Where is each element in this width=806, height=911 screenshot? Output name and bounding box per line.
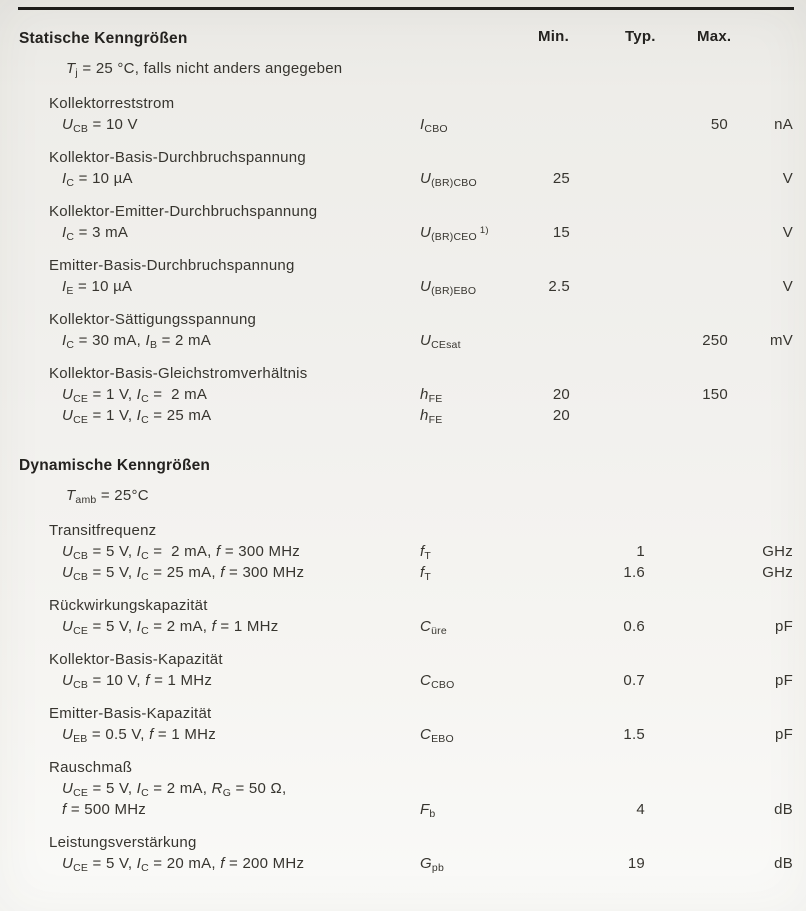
condition-cell [0, 799, 420, 820]
variable: C [420, 726, 432, 743]
variable: I [136, 386, 142, 403]
subscript: C [141, 414, 149, 426]
variable: h [420, 386, 429, 403]
variable: f [211, 618, 217, 635]
text: = 10 µA [73, 278, 133, 295]
variable: I [136, 855, 142, 872]
variable: f [420, 564, 425, 581]
subscript: CB [73, 550, 89, 562]
variable: R [211, 780, 223, 797]
table-row [0, 384, 806, 405]
subscript: CBO [424, 123, 448, 135]
subscript: C [141, 787, 149, 799]
subscript: C [66, 231, 75, 243]
table-row [0, 853, 806, 874]
variable: C [420, 672, 432, 689]
subscript: C [66, 339, 75, 351]
variable: C [420, 618, 432, 635]
subscript: CE [73, 625, 89, 637]
text: = 1 MHz [153, 726, 216, 743]
typ-value-cell: 4 [636, 801, 645, 818]
subscript: FE [428, 414, 443, 426]
typ-value-cell: 1.5 [623, 726, 645, 743]
parameter-name: Rauschmaß [49, 759, 133, 776]
variable: I [136, 543, 142, 560]
parameter-name: Kollektorreststrom [49, 95, 175, 112]
parameter-group [0, 596, 806, 637]
text: = 25 °C, falls nicht anders angegeben [77, 60, 343, 77]
symbol-cell [420, 853, 532, 874]
variable: I [145, 332, 150, 349]
parameter-name: Kollektor-Basis-Durchbruchspannung [49, 149, 306, 166]
column-header-typ: Typ. [625, 28, 656, 45]
max-value-cell [645, 670, 728, 691]
section-title: Statische Kenngrößen [19, 30, 188, 47]
text: = 20 mA, [148, 855, 221, 872]
subscript: pb [431, 862, 445, 874]
table-row [0, 541, 806, 562]
symbol-cell [420, 330, 532, 351]
variable: f [216, 543, 221, 560]
typ-value-cell: 19 [627, 855, 645, 872]
text: = 300 MHz [224, 564, 305, 581]
variable: f [220, 564, 225, 581]
variable: I [136, 780, 142, 797]
unit-cell: pF [774, 726, 793, 743]
subscript: (BR)EBO [431, 285, 477, 297]
parameter-rows [0, 670, 806, 691]
subscript: C [141, 393, 149, 405]
section [0, 29, 806, 426]
subscript: E [66, 285, 74, 297]
symbol-cell [420, 616, 532, 637]
symbol-cell [420, 562, 532, 583]
subscript: C [66, 177, 75, 189]
text: = 25 mA, [148, 564, 221, 581]
text: = 25 mA [148, 407, 212, 424]
table-row [0, 405, 806, 426]
parameter-name: Kollektor-Basis-Kapazität [49, 651, 223, 668]
min-value-cell [532, 114, 570, 135]
unit-cell: dB [774, 855, 793, 872]
unit-cell: GHz [762, 564, 793, 581]
unit-cell: V [782, 170, 793, 187]
text: = 200 MHz [224, 855, 305, 872]
variable: f [220, 855, 225, 872]
unit-cell [728, 384, 793, 405]
typ-value-cell [570, 276, 645, 297]
condition-cell [0, 724, 420, 745]
text: = 500 MHz [66, 801, 147, 818]
max-value-cell [645, 799, 728, 820]
parameter-rows [0, 384, 806, 426]
text: = 10 V [88, 116, 138, 133]
variable: h [420, 407, 429, 424]
variable: G [420, 855, 432, 872]
temperature-note [0, 486, 806, 506]
parameter-group [0, 521, 806, 583]
min-value-cell [532, 541, 570, 562]
symbol-cell [420, 114, 532, 135]
subscript: (BR)CEO [431, 231, 477, 243]
max-value-cell: 250 [702, 332, 728, 349]
symbol-cell [420, 222, 532, 243]
min-value-cell [532, 778, 570, 799]
parameter-rows [0, 853, 806, 874]
symbol-cell [420, 405, 532, 426]
table-row [0, 724, 806, 745]
text: = 2 mA [157, 332, 212, 349]
text: = 0.5 V, [87, 726, 150, 743]
max-value-cell [645, 168, 728, 189]
parameter-group [0, 704, 806, 745]
parameter-name: Emitter-Basis-Durchbruchspannung [49, 257, 295, 274]
symbol-cell [420, 670, 532, 691]
min-value-cell: 25 [552, 170, 570, 187]
parameter-name: Transitfrequenz [49, 522, 157, 539]
typ-value-cell [570, 405, 645, 426]
variable: U [62, 407, 74, 424]
unit-cell: nA [774, 116, 793, 133]
typ-value-cell: 1.6 [623, 564, 645, 581]
text: = 25°C [96, 487, 149, 504]
subscript: amb [75, 494, 97, 506]
condition-cell [0, 384, 420, 405]
condition-cell [0, 541, 420, 562]
condition-cell [0, 562, 420, 583]
variable: U [62, 618, 74, 635]
unit-cell: GHz [762, 543, 793, 560]
unit-cell: dB [774, 801, 793, 818]
subscript: CB [73, 679, 89, 691]
condition-cell [0, 168, 420, 189]
symbol-cell [420, 276, 532, 297]
condition-cell [0, 616, 420, 637]
symbol-cell [420, 384, 532, 405]
text: = 2 mA, [148, 618, 212, 635]
parameter-name: Rückwirkungskapazität [49, 597, 208, 614]
subscript: T [424, 571, 432, 583]
min-value-cell: 15 [552, 224, 570, 241]
subscript: CBO [431, 679, 455, 691]
symbol-cell [420, 799, 532, 820]
variable: U [62, 564, 74, 581]
typ-value-cell [570, 778, 645, 799]
parameter-rows [0, 222, 806, 243]
section [0, 456, 806, 874]
max-value-cell [645, 541, 728, 562]
text: = 5 V, [88, 618, 137, 635]
parameter-group [0, 364, 806, 426]
parameter-rows [0, 114, 806, 135]
parameter-name: Kollektor-Sättigungsspannung [49, 311, 257, 328]
parameter-group [0, 94, 806, 135]
min-value-cell [532, 724, 570, 745]
subscript: CB [73, 123, 89, 135]
text: = 1 MHz [216, 618, 279, 635]
unit-cell: V [782, 278, 793, 295]
table-row [0, 799, 806, 820]
unit-cell: pF [774, 618, 793, 635]
min-value-cell [532, 330, 570, 351]
variable: f [62, 801, 67, 818]
parameter-group [0, 833, 806, 874]
table-row [0, 562, 806, 583]
parameter-rows [0, 276, 806, 297]
variable: f [420, 543, 425, 560]
parameter-groups [0, 94, 806, 426]
parameter-name: Leistungsverstärkung [49, 834, 197, 851]
variable: I [62, 332, 67, 349]
symbol-cell [420, 778, 532, 799]
subscript: C [141, 862, 149, 874]
variable: f [149, 726, 154, 743]
subscript: b [429, 808, 436, 820]
variable: U [420, 224, 432, 241]
min-value-cell: 2.5 [548, 278, 570, 295]
variable: U [420, 170, 432, 187]
parameter-group [0, 148, 806, 189]
typ-value-cell: 1 [636, 543, 645, 560]
max-value-cell [645, 724, 728, 745]
subscript: C [141, 625, 149, 637]
variable: I [136, 407, 142, 424]
min-value-cell [532, 616, 570, 637]
condition-cell [0, 778, 420, 799]
text: = 2 mA [148, 386, 208, 403]
max-value-cell [645, 853, 728, 874]
table-row [0, 616, 806, 637]
subscript: CB [73, 571, 89, 583]
subscript: CE [73, 787, 89, 799]
parameter-rows [0, 168, 806, 189]
table-row [0, 276, 806, 297]
top-rule [18, 7, 794, 10]
parameter-rows [0, 778, 806, 820]
subscript: CE [73, 393, 89, 405]
max-value-cell [645, 778, 728, 799]
text: = 1 MHz [149, 672, 213, 689]
typ-value-cell [570, 114, 645, 135]
max-value-cell: 150 [702, 386, 728, 403]
subscript: B [149, 339, 158, 351]
max-value-cell: 50 [710, 116, 728, 133]
condition-cell [0, 276, 420, 297]
variable: f [145, 672, 150, 689]
min-value-cell [532, 562, 570, 583]
section-title: Dynamische Kenngrößen [19, 457, 211, 474]
temperature-note [0, 59, 806, 79]
subscript: C [141, 571, 149, 583]
condition-cell [0, 853, 420, 874]
condition-cell [0, 114, 420, 135]
max-value-cell [645, 405, 728, 426]
unit-cell: mV [770, 332, 793, 349]
variable: I [420, 116, 425, 133]
unit-cell: V [782, 224, 793, 241]
text: = 5 V, [88, 855, 137, 872]
variable: T [66, 60, 76, 77]
min-value-cell [532, 853, 570, 874]
parameter-name: Kollektor-Basis-Gleichstromverhältnis [49, 365, 308, 382]
variable: I [136, 618, 142, 635]
max-value-cell [645, 222, 728, 243]
parameter-rows [0, 616, 806, 637]
variable: U [62, 726, 74, 743]
subscript: CEsat [431, 339, 461, 351]
variable: I [62, 170, 67, 187]
condition-cell [0, 222, 420, 243]
text: = 10 µA [74, 170, 133, 187]
parameter-group [0, 256, 806, 297]
variable: U [62, 780, 74, 797]
parameter-group [0, 202, 806, 243]
symbol-cell [420, 541, 532, 562]
subscript: G [222, 787, 232, 799]
table-row [0, 778, 806, 799]
variable: U [420, 332, 432, 349]
table-row [0, 330, 806, 351]
variable: F [420, 801, 430, 818]
subscript: j [75, 67, 78, 79]
max-value-cell [645, 276, 728, 297]
table-row [0, 222, 806, 243]
text: = 3 mA [74, 224, 129, 241]
text: = 5 V, [88, 543, 137, 560]
min-value-cell [532, 799, 570, 820]
text: = 50 Ω, [231, 780, 287, 797]
min-value-cell: 20 [552, 407, 570, 424]
parameter-rows [0, 330, 806, 351]
variable: I [62, 278, 67, 295]
typ-value-cell [570, 330, 645, 351]
text: = 2 mA, [148, 543, 216, 560]
unit-cell: pF [774, 672, 793, 689]
subscript: FE [428, 393, 443, 405]
text: = 5 V, [88, 780, 137, 797]
typ-value-cell [570, 168, 645, 189]
table-row [0, 168, 806, 189]
typ-value-cell [570, 384, 645, 405]
subscript: CE [73, 414, 89, 426]
condition-cell [0, 670, 420, 691]
text: = 1 V, [88, 386, 137, 403]
text: = 1 V, [88, 407, 137, 424]
variable: I [136, 564, 142, 581]
variable: U [62, 543, 74, 560]
text: = 2 mA, [148, 780, 212, 797]
text: = 10 V, [88, 672, 146, 689]
parameter-rows [0, 541, 806, 583]
min-value-cell: 20 [552, 386, 570, 403]
typ-value-cell [570, 222, 645, 243]
column-header-max: Max. [697, 28, 732, 45]
column-header-min: Min. [538, 28, 569, 45]
variable: T [66, 487, 76, 504]
variable: U [62, 855, 74, 872]
condition-cell [0, 405, 420, 426]
subscript: C [141, 550, 149, 562]
table-row [0, 114, 806, 135]
parameter-group [0, 310, 806, 351]
table-row [0, 670, 806, 691]
subscript: CE [73, 862, 89, 874]
subscript: üre [431, 625, 447, 637]
condition-cell [0, 330, 420, 351]
variable: U [420, 278, 432, 295]
parameter-group [0, 650, 806, 691]
unit-cell [728, 778, 793, 799]
parameter-name: Emitter-Basis-Kapazität [49, 705, 212, 722]
text: = 30 mA, [74, 332, 146, 349]
max-value-cell [645, 616, 728, 637]
variable: U [62, 116, 74, 133]
max-value-cell [645, 562, 728, 583]
parameter-group [0, 758, 806, 820]
subscript: EBO [431, 733, 454, 745]
variable: U [62, 386, 74, 403]
typ-value-cell: 0.6 [623, 618, 645, 635]
parameter-groups [0, 521, 806, 874]
parameter-rows [0, 724, 806, 745]
variable: U [62, 672, 74, 689]
unit-cell [728, 405, 793, 426]
text: = 5 V, [88, 564, 137, 581]
subscript: T [424, 550, 432, 562]
typ-value-cell: 0.7 [623, 672, 645, 689]
variable: I [62, 224, 67, 241]
symbol-cell [420, 168, 532, 189]
text: = 300 MHz [220, 543, 301, 560]
symbol-cell [420, 724, 532, 745]
footnote-ref: 1) [479, 225, 489, 236]
parameter-name: Kollektor-Emitter-Durchbruchspannung [49, 203, 318, 220]
subscript: (BR)CBO [431, 177, 477, 189]
min-value-cell [532, 670, 570, 691]
subscript: EB [73, 733, 88, 745]
